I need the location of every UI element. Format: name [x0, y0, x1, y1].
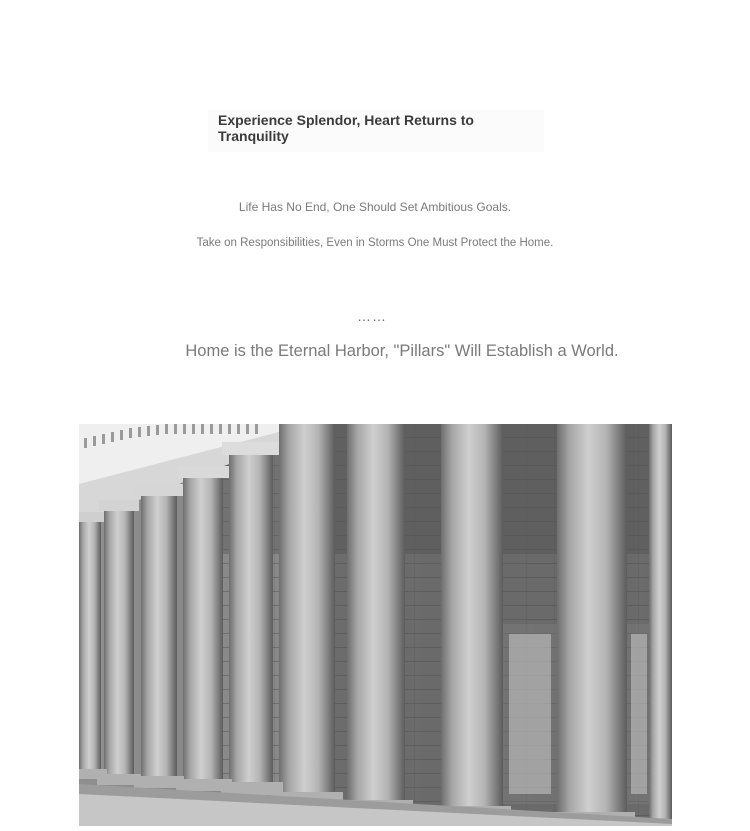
colonnade-photo: [79, 424, 672, 826]
tagline: Home is the Eternal Harbor, "Pillars" Will Establish a World.: [185, 342, 619, 360]
divider-ellipsis: ……: [357, 308, 387, 324]
section-heading: Experience Splendor, Heart Returns to Tranquility: [218, 112, 474, 144]
intro-line-2: Take on Responsibilities, Even in Storms One Must Protect the Home.: [196, 237, 554, 249]
intro-line-1: Life Has No End, One Should Set Ambitious Goals.: [238, 200, 512, 214]
